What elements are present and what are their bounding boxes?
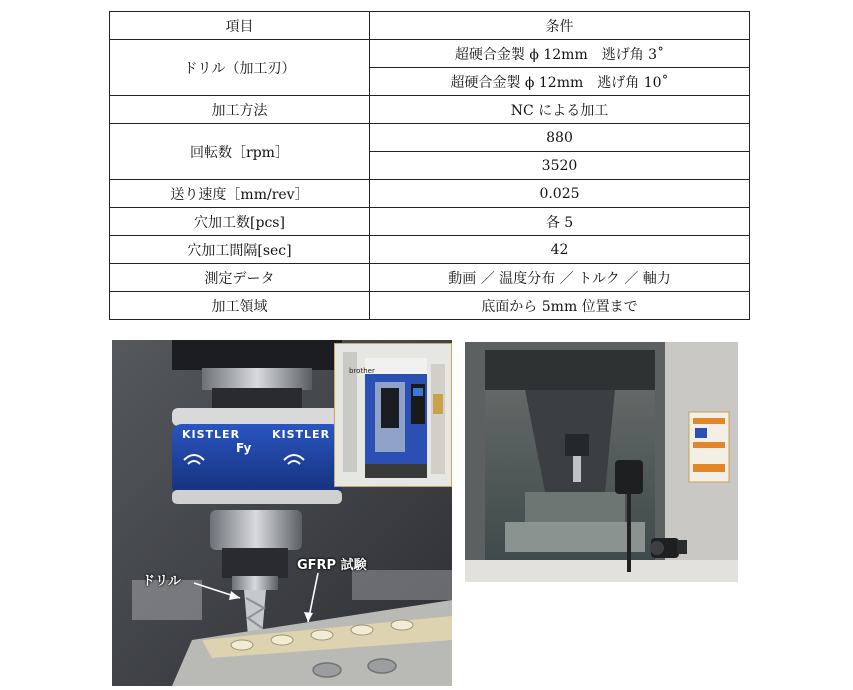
measurement-setup-photo [465, 342, 738, 582]
row-value-holes: 各 5 [370, 208, 750, 236]
row-label-feed: 送り速度［mm/rev］ [110, 180, 370, 208]
row-label-method: 加工方法 [110, 96, 370, 124]
row-value-rpm-2: 3520 [370, 152, 750, 180]
table-row [110, 96, 750, 124]
machine-center-illustration [335, 344, 451, 486]
row-label-drill: ドリル（加工刃） [110, 40, 370, 96]
row-value-drill-2: 超硬合金製 ϕ 12mm 逃げ角 10˚ [370, 68, 750, 96]
table-header-row [110, 12, 750, 40]
table-row [110, 264, 750, 292]
kistler-logo-left: KISTLER [182, 428, 241, 441]
row-label-interval: 穴加工間隔[sec] [110, 236, 370, 264]
row-value-method: NC による加工 [370, 96, 750, 124]
header-item: 項目 [110, 12, 370, 40]
table-row [110, 180, 750, 208]
row-label-area: 加工領域 [110, 292, 370, 320]
row-value-rpm-1: 880 [370, 124, 750, 152]
conditions-table [109, 11, 750, 320]
machine-inset-photo [334, 343, 452, 487]
drilling-setup-photo [112, 340, 452, 686]
force-axis-label: Fy [236, 441, 252, 455]
table-row [110, 208, 750, 236]
header-condition: 条件 [370, 12, 750, 40]
table-row [110, 124, 750, 152]
table-row [110, 292, 750, 320]
table-row [110, 40, 750, 68]
brother-logo: brother [349, 367, 375, 375]
row-label-measure: 測定データ [110, 264, 370, 292]
measurement-setup-illustration [465, 342, 738, 582]
row-label-rpm: 回転数［rpm］ [110, 124, 370, 180]
row-value-area: 底面から 5mm 位置まで [370, 292, 750, 320]
drill-annotation: ドリル [142, 574, 182, 589]
row-value-measure: 動画 ／ 温度分布 ／ トルク ／ 軸力 [370, 264, 750, 292]
gfrp-specimen-annotation: GFRP 試験 [297, 558, 367, 573]
table-row [110, 236, 750, 264]
kistler-logo-right: KISTLER [272, 428, 331, 441]
row-value-drill-1: 超硬合金製 ϕ 12mm 逃げ角 3˚ [370, 40, 750, 68]
row-value-interval: 42 [370, 236, 750, 264]
row-label-holes: 穴加工数[pcs] [110, 208, 370, 236]
row-value-feed: 0.025 [370, 180, 750, 208]
